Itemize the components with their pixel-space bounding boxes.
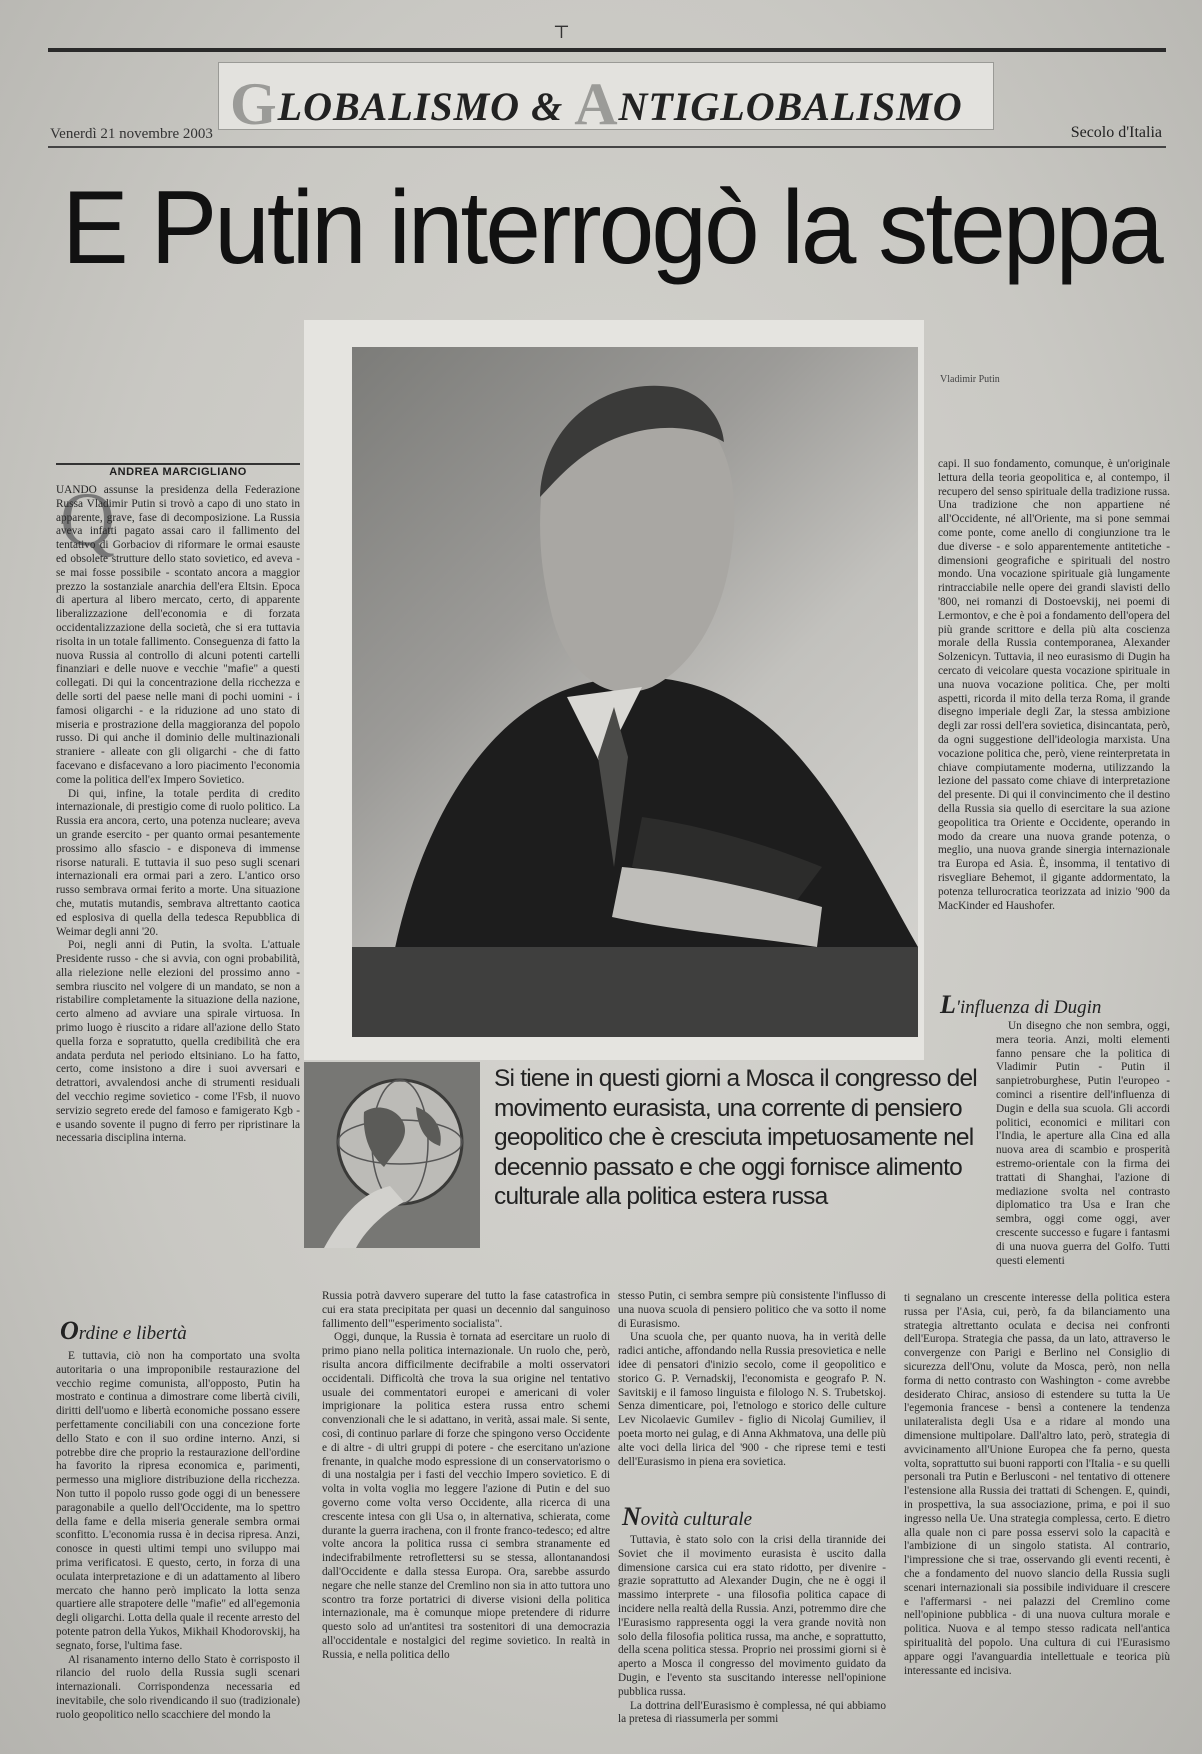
portrait-illustration [352,347,918,1037]
paragraph: Oggi, dunque, la Russia è tornata ad esercitare un ruolo di primo piano nella politica internazionale. Un ruolo che, però, risulta ancora difficilmente decifrabile a molti osservatori occidentali. Difficoltà che trova la sua origine nel tentativo usuale dei commentatori europei e americani di voler imprigionare la politica estera russa entro schemi convenzionali che le si adattano, in verità, assai male. Si sente, così, di continuo parlare di forze che spingono verso Occidente e di altre - di ultri gruppi di potere - che esercitano un'azione frenante, in qualche modo espressione di un conservatorismo o di una nostalgia per i fasti del vecchio Impero sovietico. E di volta in volta voglia mo leggere l'azione di Putin e del suo governo come volta verso Occidente, alla ricerca di una crescente intesa con gli Usa o, in alternativa, schierata, come durante la guerra irachena, con il fronte franco-tedesco; ed altre volte ancora la politica russa ci sembra stranamente ed indecifrabilmente retroflettersi su se stessa, allontanandosi dall'Occidente e dalla stessa Europa. Ora, sarebbe assurdo negare che nelle stanze del Cremlino non sia in atto tuttora uno scontro tra forze portatrici di diverse visioni della politica internazionale, ma è comunque miope pretendere di ridurre questo solo ad un'antitesi tra sostenitori di una democrazia all'occidentale e nostalgici del regime sovietico. In realtà in Russia, e nella politica dello [322,1331,610,1661]
paragraph: La dottrina dell'Eurasismo è complessa, né qui abbiamo la pretesa di riassumerla per sommi [618,1699,886,1726]
paragraph: stesso Putin, ci sembra sempre più consistente l'influsso di una nuova scuola di pensiero politico che va sotto il nome di Eurasismo. [618,1290,886,1330]
section-title-cap2: A [574,71,619,137]
section-title-part1: LOBALISMO [277,84,521,129]
headline: E Putin interrogò la steppa [62,170,1161,286]
crop-mark-icon: ⊤ [553,22,570,42]
subhead-novita [622,1502,752,1532]
column-3-bottom-2 [618,1534,886,1746]
subhead-ordine [60,1316,187,1346]
paragraph: UANDO assunse la presidenza della Federazione Russa Vladimir Putin si trovò a capo di uno stato in apparente, grave, fase di decomposizione. La Russia aveva infatti pagato assai caro il fallimento del tentativo di Gorbaciov di riformare le ormai esauste ed obsolete strutture dello stato sovietico, ed aveva - se mai fosse possibile - scontato ancora a maggior prezzo la sostanziale anarchia dell'era Eltsin. Epoca di apertura al libero mercato, certo, di apparente liberalizzazione dell'economia e di forzata occidentalizzazione della società, che si era tuttavia risolta in un totale fallimento. Conseguenza di fatto la nuova Russia al controllo di alcuni potenti cartelli finanziari e delle nuove e vecchie "mafie" a questi collegati. Di qui la concentrazione della ricchezza e delle sorti del paese nelle mani di pochi uomini - i famosi oligarchi - e la riduzione ad uno stato di miseria e prostrazione della maggioranza del popolo russo. Di qui anche il dominio delle multinazionali straniere - alleate con gli oligarchi - che di fatto facevano e disfacevano a loro piacimento l'economia come la politica dell'ex Impero Sovietico. [56,484,300,786]
section-title-part2: NTIGLOBALISMO [618,84,963,129]
byline-rule [56,463,300,465]
paragraph: Un disegno che non sembra, oggi, mera teoria. Anzi, molti elementi fanno pensare che la politica di Vladimir Putin - Putin il sanpietroburghese, Putin l'europeo - cominci a risentire dell'influenza di Dugin e della sua scuola. Gli accordi politici, economici e militari con l'India, le aperture alla Cina ed alla nuova area di scambio e prosperità estremo-orientale con la firma dei trattati di Shanghai, l'azione di mediazione svolta nel contrasto diplomatico tra Usa e Iran che sembra, oggi come oggi, aver crescente successo e fugare i fantasmi di una nuova guerra del Golfo. Tutti questi elementi [996,1020,1170,1267]
drop-cap: Q [60,478,115,562]
column-3-bottom [618,1290,886,1490]
subhead-dugin-cap: L [940,990,956,1019]
column-4-top [938,458,1170,980]
paragraph: ti segnalano un crescente interesse della politica estera russa per l'Asia, cui, però, fa da bilanciamento una strategia altrettanto oculata e decisa nei confronti dell'Europa. Strategia che passa, da un lato, attraverso le convergenze con Parigi e Berlino nel Consiglio di sicurezza dell'Onu, volute da Mosca, però, non nella forma di netto contrasto con Washington - come avrebbe desiderato Chirac, ansioso di estendere su tutta la Ue l'egemonia francese - bensì a contenere la tendenza unilateralista degli Usa e a ridare al mondo una dimensione multipolare. Dall'altro lato, però, strategia di avvicinamento all'Unione Europea che fa perno, questa volta, soprattutto sui buoni rapporti con l'Italia - e su quelli personali tra Putin e Berlusconi - nel tentativo di ottenere l'estensione alla Russia dei trattati di Schengen. E, quindi, in prospettiva, la sua associazione, prima, e poi il suo ingresso nella Ue. Una strategia complessa, certo. E dietro alla quale non ci pare possa esservi solo la capacità e l'ambizione di un singolo statista. Al contrario, l'impressione che si trae, osservando gli eventi recenti, è che a fondamento del nuovo slancio della Russia sugli scenari internazionali sia possibile individuare il crescere e l'affermarsi - nei palazzi del Cremlino come nell'opinione pubblica - di una nuova cultura morale e politica. Nuova e al tempo stesso radicata nell'antica spiritualità del popolo. Una cultura di cui l'Eurasismo appare oggi l'avanguardia intellettuale e teorica più interessante ed incisiva. [904,1292,1170,1677]
section-title [230,70,990,137]
subhead-dugin-text: 'influenza di Dugin [955,997,1102,1018]
paragraph: Di qui, infine, la totale perdita di credito internazionale, di prestigio come di ruolo politico. La Russia era ancora, certo, una potenza nucleare; aveva un grande esercito - per quanto ormai pesantemente prossimo allo sfascio - e disponeva di immense risorse naturali. E tuttavia il suo peso sugli scenari internazionali era ormai pari a zero. L'antico orso russo sembrava ormai ferito a morte. Una situazione che, mutatis mutandis, sembrava altrettanto caotica ed esplosiva di quella della tedesca Repubblica di Weimar degli anni '20. [56,787,300,938]
column-4-bottom [904,1292,1170,1746]
paragraph: Poi, negli anni di Putin, la svolta. L'attuale Presidente russo - che si avvia, con ogni probabilità, alla rielezione nelle elezioni del prossimo anno - sembra riuscito nel volgere di un mandato, se non a ristabilire completamente la situazione della nazione, certo almeno ad avviare una spirale virtuosa. In primo luogo è riuscito a ridare all'azione dello Stato quella forza e sopratutto, quella credibilità che era andata perduta nel periodo eltsiniano. Lo ha fatto, certo, come insistono a dire i suoi avversari e detrattori, avvalendosi anche di strumenti residuali del vecchio regime sovietico - come l'Fsb, il nuovo servizio segreto erede del famoso e famigerato Kgb - e usando sovente il pugno di ferro per ripristinare la necessaria disciplina interna. [56,939,300,1145]
intro-standfirst: Si tiene in questi giorni a Mosca il congresso del movimento eurasista, una corrente di pensiero geopolitico che è cresciuta impetuosamente nel decennio passato e che oggi fornisce alimento culturale alla politica estera russa [494,1065,977,1210]
section-title-amp: & [531,84,564,129]
section-title-cap1: G [230,71,278,137]
subhead-ordine-text: rdine e libertà [78,1323,187,1344]
paragraph: Tuttavia, è stato solo con la crisi della tirannide dei Soviet che il movimento eurasista è uscito dalla dimensione carsica cui era stato ridotto, per divenire - grazie soprattutto ad Alexander Dugin, che ne è oggi il massimo interprete - una filosofia politica capace di incidere nella realtà della Russia. Anzi, potremmo dire che l'Eurasismo rappresenta oggi la vera grande novità non solo della filosofia politica russa, ma anche, e soprattutto, della scena politica stessa. Proprio nei prossimi giorni si è aperto a Mosca il congresso del movimento guidato da Dugin, e l'evento sta suscitando interesse nell'opinione pubblica russa. [618,1534,886,1698]
photo-caption: Vladimir Putin [940,374,1000,385]
column-1-bottom [56,1350,300,1746]
column-2-bottom [322,1290,610,1746]
paragraph: E tuttavia, ciò non ha comportato una svolta autoritaria o una improponibile restaurazione del vecchio regime comunista, all'opposto, Putin ha mostrato e continua a dimostrare come libertà civili, diritti dell'uomo e libertà economiche possano essere perfettamente conciliabili con una concezione forte dello Stato e con il suo ordine interno. Anzi, si potrebbe dire che proprio la restaurazione dell'ordine ha favorito la ripresa economica e, parimenti, permesso una migliore distribuzione della ricchezza. Non tutto il popolo russo gode oggi di un benessere paragonabile a quello dell'Occidente, ma lo spettro della fame e della miseria generale sembra ormai sconfitto. L'economia russa è in decisa ripresa. Anzi, conosce in questi ultimi tempi uno sviluppo mai prima verificatosi. E questo, certo, in forza di una oculata interpretazione e di un adattamento al libero mercato che hanno però implicato la lotta senza quartiere alle strapotere delle "mafie" ed all'egemonia degli oligarchi. Lotta della quale il recente arresto del potente patron della Yukos, Mikhail Khodorovskij, ha segnato, forse, l'ultima fase. [56,1350,300,1652]
column-4-mid [996,1020,1170,1288]
globe-illustration [304,1062,480,1248]
header-rule [48,146,1166,148]
paragraph: Russia potrà davvero superare del tutto la fase catastrofica in cui era stata precipitata per quasi un decennio dal sanguinoso fallimento dell'"esperimento socialista". [322,1290,610,1330]
putin-photo [352,347,918,1037]
subhead-dugin [940,990,1101,1020]
subhead-novita-cap: N [622,1502,641,1531]
subhead-novita-text: ovità culturale [640,1509,753,1530]
issue-date: Venerdì 21 novembre 2003 [50,126,213,142]
paragraph: Al risanamento interno dello Stato è corrisposto il rilancio del ruolo della Russia sugli scenari internazionali. Corrispondenza necessaria ed inevitabile, che solo rivendicando il suo (tradizionale) ruolo geopolitico nello scacchiere del mondo la [56,1653,300,1721]
paragraph: capi. Il suo fondamento, comunque, è un'originale lettura della teoria geopolitica e, al contempo, il recupero del senso spirituale della tradizione russa. Una tradizione che non appartiene né all'Occidente, né all'Oriente, ma si pone semmai come ponte, come anello di congiunzione tra le due diverse - e solo apparentemente antitetiche - dimensioni geografiche e spirituali del nostro mondo. Una vocazione spirituale già lungamente rintracciabile nelle opere dei grandi slavisti dello '800, nei romanzi di Dostoevskij, nei poemi di Lermontov, e che è poi a fondamento dell'opera del più grande scrittore e della più alta coscienza morale della Russia contemporanea, Alexander Solzenicyn. Tuttavia, il neo eurasismo di Dugin ha cercato di veicolare questa vocazione spirituale in una nuova vocazione politica. Che, per molti aspetti, ricorda il mito della terza Roma, il grande disegno imperiale degli Zar, la stessa ambizione degli zar rossi dell'era sovietica, disincantata, però, da ogni suggestione dell'ideologia marxista. Una vocazione politica che, però, viene reinterpretata in chiave compiutamente moderna, utilizzando la lezione del passato come chiave di interpretazione del presente. Di qui il convincimento che il destino della Russia sia quello di esercitare la sua azione geopolitica tra Oriente e Occidente, operando in modo da creare una nuova grande potenza, o meglio, una nuova grande sinergia internazionale tra Europa ed Asia. È, insomma, il tentativo di risvegliare Behemot, il gigante addormentato, la potenza tellurocratica teorizzata ad inizio '900 da MacKinder ed Haushofer. [938,458,1170,912]
column-1-top [56,478,300,1288]
top-rule [48,48,1166,52]
byline: ANDREA MARCIGLIANO [109,466,247,478]
globe-icon [304,1062,480,1248]
subhead-ordine-cap: O [60,1316,79,1345]
newspaper-name: Secolo d'Italia [1070,124,1162,141]
paragraph: Una scuola che, per quanto nuova, ha in verità delle radici antiche, affondando nella Russia presovietica e nelle idee di pensatori d'inizio secolo, come il geopolitico e storico G. P. Vernadskij, l'economista e geografo P. N. Savitskij e il famoso linguista e filologo N. S. Trubetskoj. Senza dimenticare, poi, l'etnologo e storico delle culture Lev Nicolaevic Gumilev - figlio di Nicolaj Gumiliev, il poeta morto nei gulag, e di Anna Akhmatova, una delle più alte voci della lirica del '900 - che riprese temi e testi dell'Eurasismo in piena era sovietica. [618,1331,886,1468]
